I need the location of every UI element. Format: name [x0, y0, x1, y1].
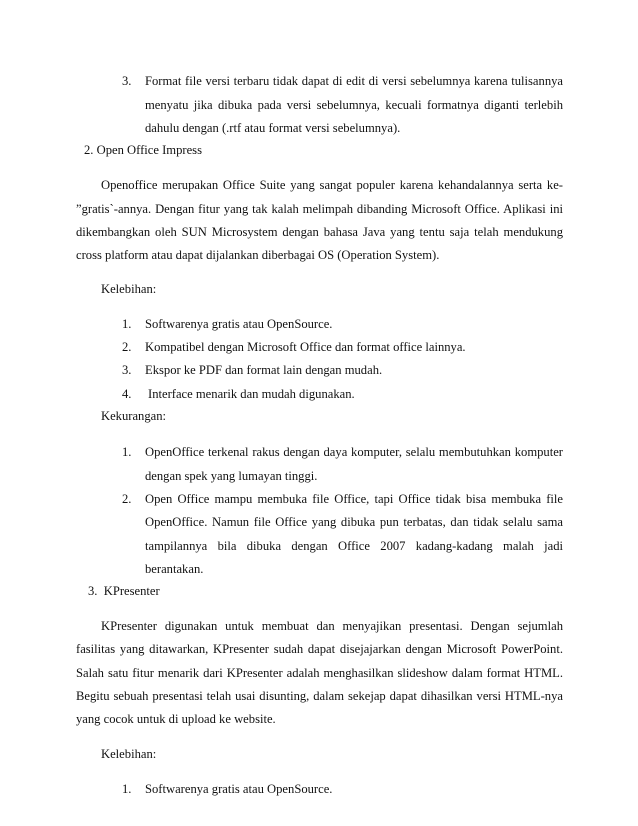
paragraph-line: cross platform atau dapat dijalankan diberbagai OS (Operation System). — [76, 248, 440, 262]
list-number: 3. — [122, 74, 132, 88]
list-item-line: OpenOffice terkenal rakus dengan daya komputer, selalu membutuhkan komputer — [145, 445, 563, 459]
list-item: Kompatibel dengan Microsoft Office dan format office lainnya. — [145, 340, 466, 354]
list-item: Ekspor ke PDF dan format lain dengan mudah. — [145, 363, 383, 377]
kelebihan-label: Kelebihan: — [101, 747, 157, 761]
list-number: 2. — [122, 492, 132, 506]
list-number: 1. — [122, 445, 132, 459]
section-heading: 2. Open Office Impress — [84, 143, 202, 157]
list-number: 2. — [122, 340, 132, 354]
paragraph-line: Openoffice merupakan Office Suite yang sangat populer karena kehandalannya serta ke- — [101, 178, 563, 192]
kelebihan-label: Kelebihan: — [101, 282, 157, 296]
paragraph-line: KPresenter digunakan untuk membuat dan menyajikan presentasi. Dengan sejumlah — [101, 619, 563, 633]
list-item: Interface menarik dan mudah digunakan. — [148, 387, 355, 401]
list-item-line: Format file versi terbaru tidak dapat di edit di versi sebelumnya karena tulisannya — [145, 74, 563, 88]
list-number: 1. — [122, 317, 132, 331]
paragraph-line: Begitu sebuah presentasi telah usai disunting, dalam sekejap dapat dihasilkan versi HTML-nya — [76, 689, 563, 703]
paragraph-line: fasilitas yang ditawarkan, KPresenter sudah dapat disejajarkan dengan Microsoft PowerPoint. — [76, 642, 563, 656]
list-item-line: OpenOffice. Namun file Office yang dibuka pun terbatas, dan tidak selalu sama — [145, 515, 563, 529]
list-item-line: berantakan. — [145, 562, 204, 576]
section-heading: 3. KPresenter — [88, 584, 160, 598]
list-item-line: dengan spek yang lumayan tinggi. — [145, 469, 318, 483]
list-item-line: Open Office mampu membuka file Office, tapi Office tidak bisa membuka file — [145, 492, 563, 506]
paragraph-line: Salah satu fitur menarik dari KPresenter adalah menghasilkan slideshow dalam format HTML. — [76, 666, 563, 680]
list-item-line: dahulu dengan (.rtf atau format versi sebelumnya). — [145, 121, 401, 135]
list-number: 3. — [122, 363, 132, 377]
paragraph-line: dikembangkan oleh SUN Microsystem dengan bahasa Java yang tentu saja telah mendukung — [76, 225, 563, 239]
list-number: 1. — [122, 782, 132, 796]
paragraph-line: yang cocok untuk di upload ke website. — [76, 712, 276, 726]
kekurangan-label: Kekurangan: — [101, 409, 167, 423]
paragraph-line: ”gratis`-annya. Dengan fitur yang tak kalah melimpah dibanding Microsoft Office. Aplikasi ini — [76, 202, 563, 216]
list-number: 4. — [122, 387, 132, 401]
list-item-line: menyatu jika dibuka pada versi sebelumnya, kecuali formatnya diganti terlebih — [145, 98, 563, 112]
list-item: Softwarenya gratis atau OpenSource. — [145, 317, 333, 331]
list-item-line: tampilannya bila dibuka dengan Office 2007 kadang-kadang malah jadi — [145, 539, 563, 553]
list-item: Softwarenya gratis atau OpenSource. — [145, 782, 333, 796]
